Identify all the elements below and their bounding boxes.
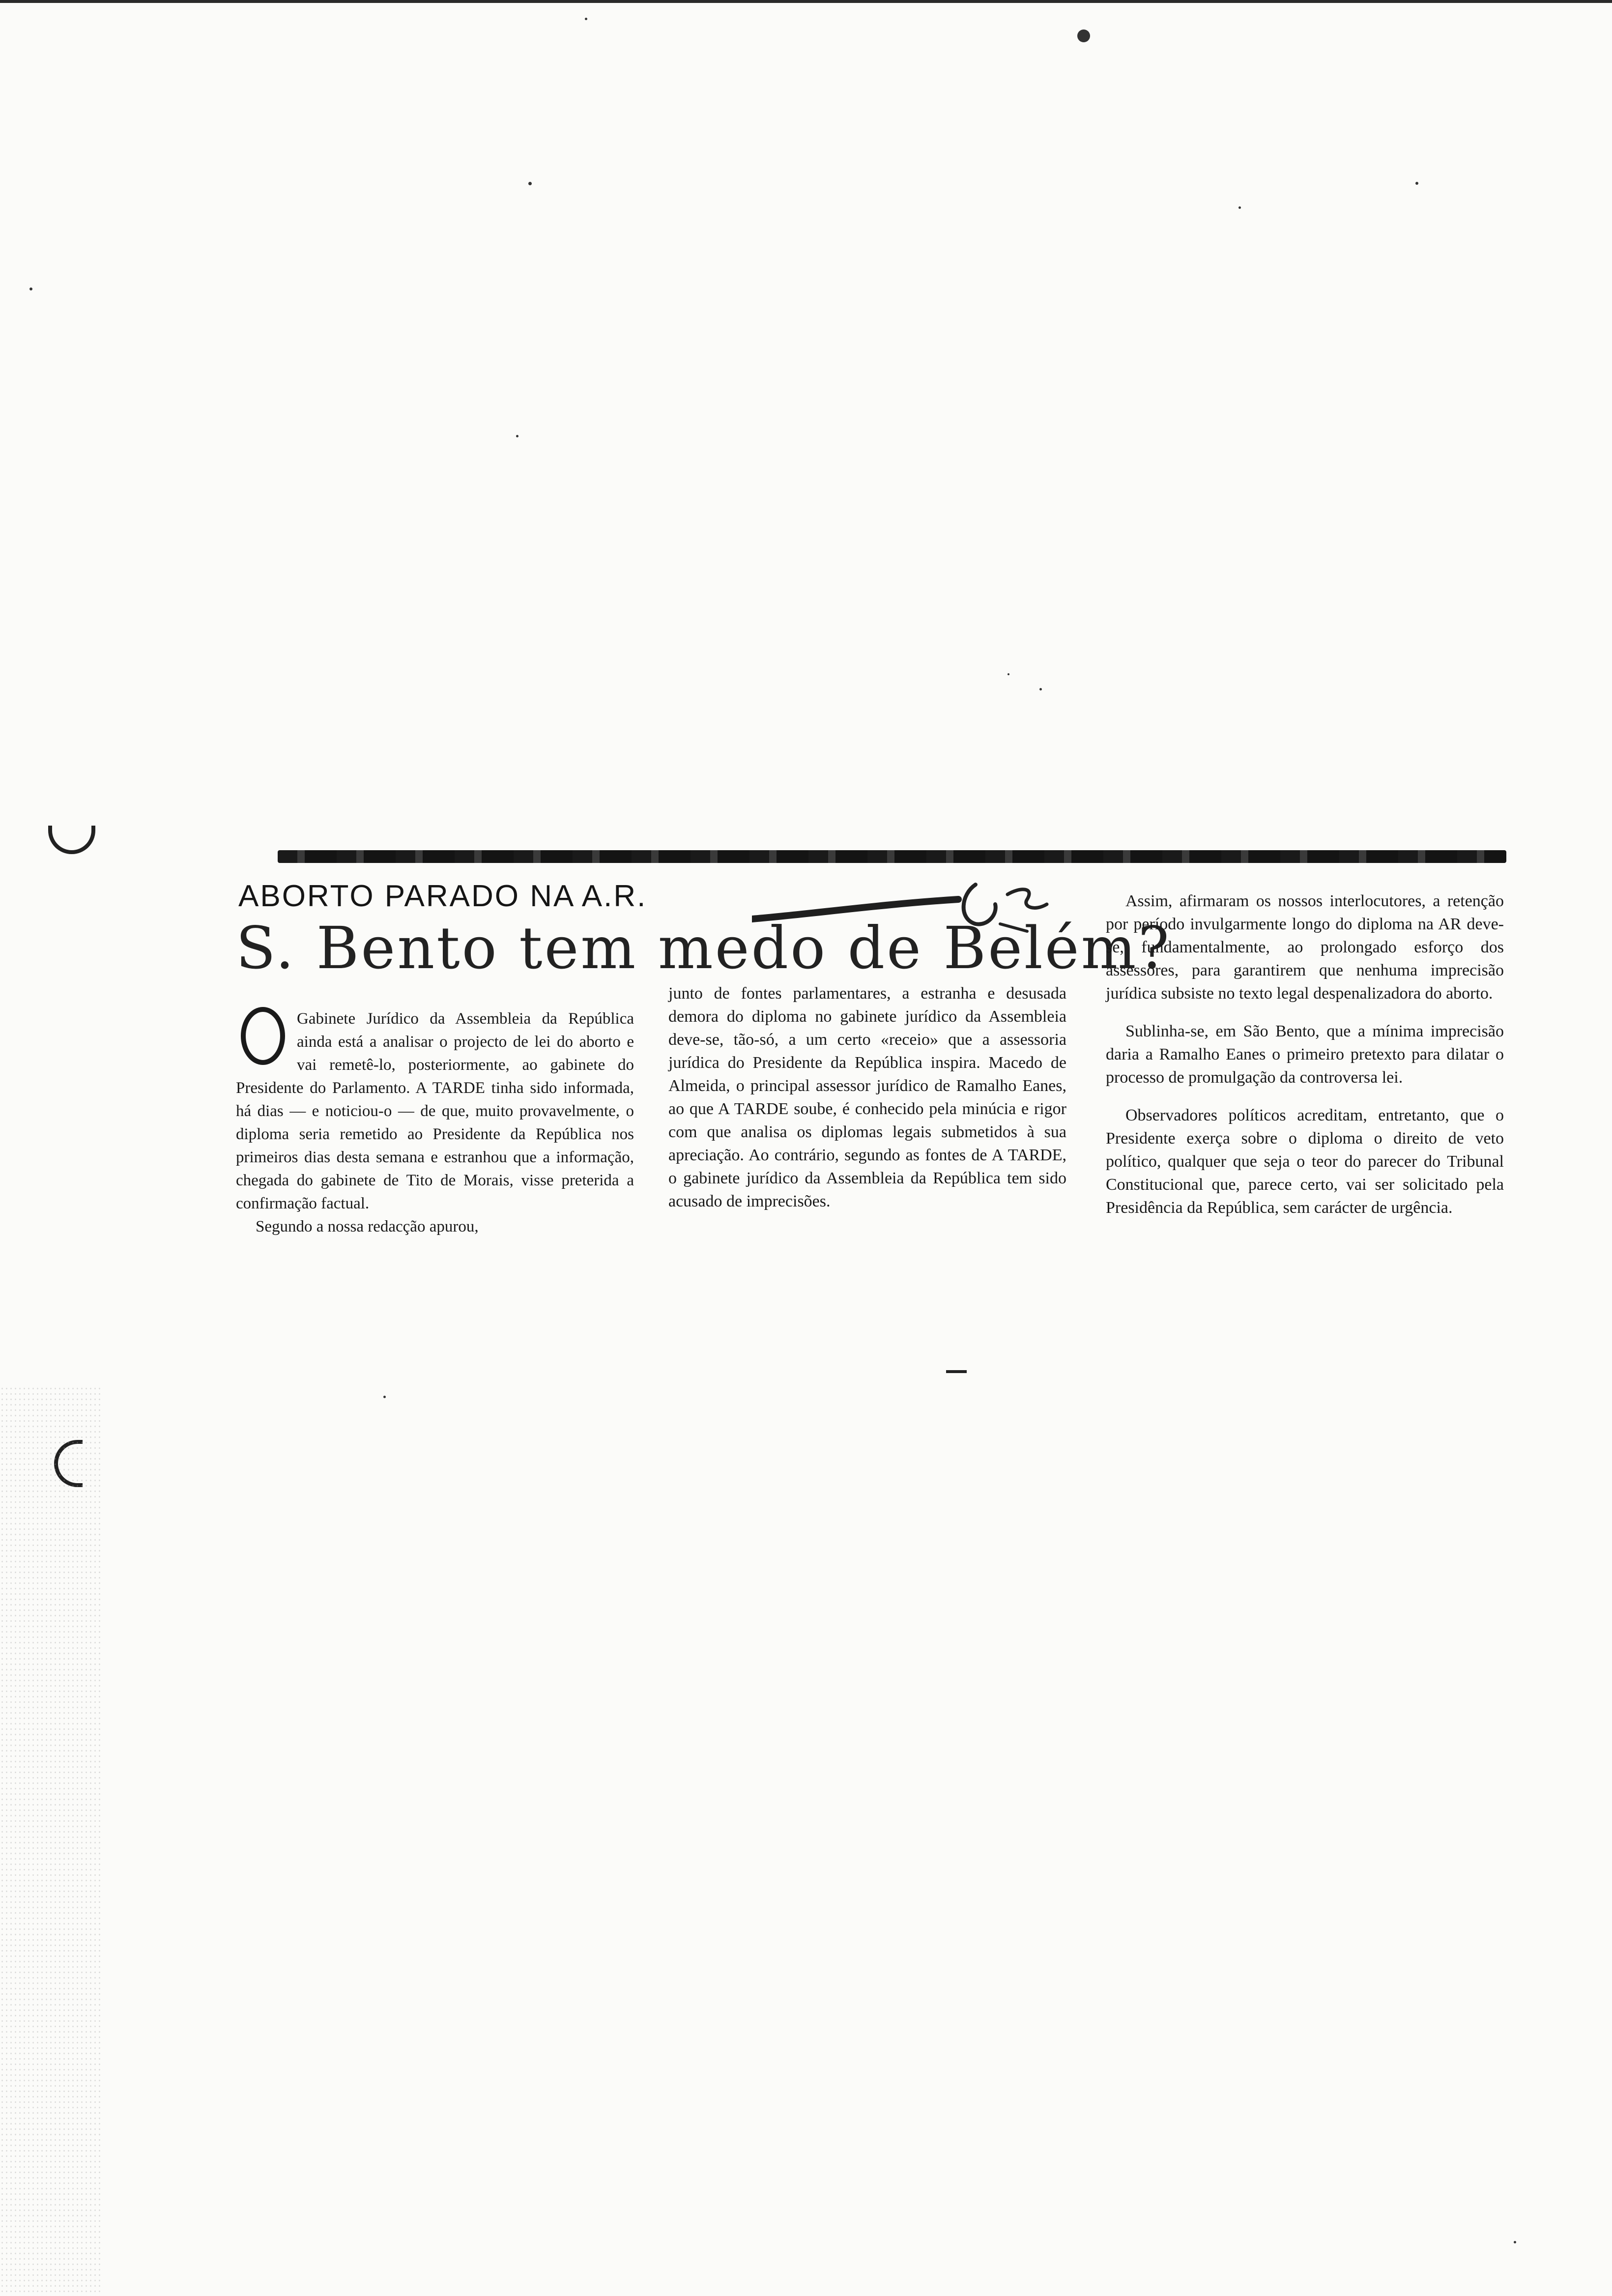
column-3-paragraph-1: Assim, afirmaram os nossos interlocutores, a retenção por período invulgarmente longo do diploma na AR deve-se, fundamentalmente, ao prolongado esforço dos assessores, para garantirem que nenhuma imprecisão jurídica subsiste no texto legal despenalizadora do aborto. [1106,892,1504,1003]
drop-cap-o [236,1007,290,1066]
article-column-2 [668,982,1066,1213]
article-column-3 [1106,890,1504,1219]
scan-speck [1077,29,1090,42]
column-2-paragraph-1: junto de fontes parlamentares, a estranha e desusada demora do diploma no gabinete jurídico da Assembleia deve-se, tão-só, a um certo «receio» que a assessoria jurídica do Presidente da República inspira. Macedo de Almeida, o principal assessor jurídico de Ramalho Eanes, ao que A TARDE soube, é conhecido pela minúcia e rigor com que analisa os diplomas legais submetidos à sua apreciação. Ao contrário, segundo as fontes de A TARDE, o gabinete jurídico da Assembleia da República tem sido acusado de imprecisões. [668,984,1066,1210]
article-column-1 [236,1007,634,1238]
column-1-paragraph-2: Segundo a nossa redacção apurou, [256,1218,479,1235]
scan-speck [1039,688,1042,690]
scan-speck [1415,182,1418,185]
newspaper-clipping [231,850,1509,1415]
scan-speck [1514,2241,1516,2243]
scan-speck [516,435,518,437]
scan-speck [29,287,32,290]
article-kicker: ABORTO PARADO NA A.R. [238,879,647,913]
scan-speck [528,182,532,185]
scan-edge-noise [0,1386,103,2296]
page-top-border [0,0,1612,3]
column-1-paragraph-1: Gabinete Jurídico da Assembleia da República ainda está a analisar o projecto de lei do aborto e vai remetê-lo, posteriormente, ao gabinete do Presidente do Parlamento. A TARDE tinha sido informada, há dias — e noticiou-o — de que, muito provavelmente, o diploma seria remetido ao Presidente da República nos primeiros dias desta semana e estranhou que a informação, chegada do gabinete de Tito de Morais, visse preterida a confirmação factual. [236,1010,634,1212]
binder-hole-mark [48,826,95,854]
column-3-paragraph-3: Observadores políticos acreditam, entretanto, que o Presidente exerça sobre o diploma o direito de veto político, qualquer que seja o teor do parecer do Tribunal Constitucional que, parece certo, vai ser solicitado pela Presidência da República, sem carácter de urgência. [1106,1106,1504,1217]
column-3-paragraph-2: Sublinha-se, em São Bento, que a mínima imprecisão daria a Ramalho Eanes o primeiro pretexto para dilatar o processo de promulgação da controversa lei. [1106,1022,1504,1087]
clipping-top-rule [278,850,1506,863]
article-headline: S. Bento tem medo de Belém? [236,914,1171,982]
scan-speck [1008,673,1009,675]
scan-speck [1238,206,1241,209]
article-end-mark [946,1370,967,1373]
scan-speck [585,18,587,20]
